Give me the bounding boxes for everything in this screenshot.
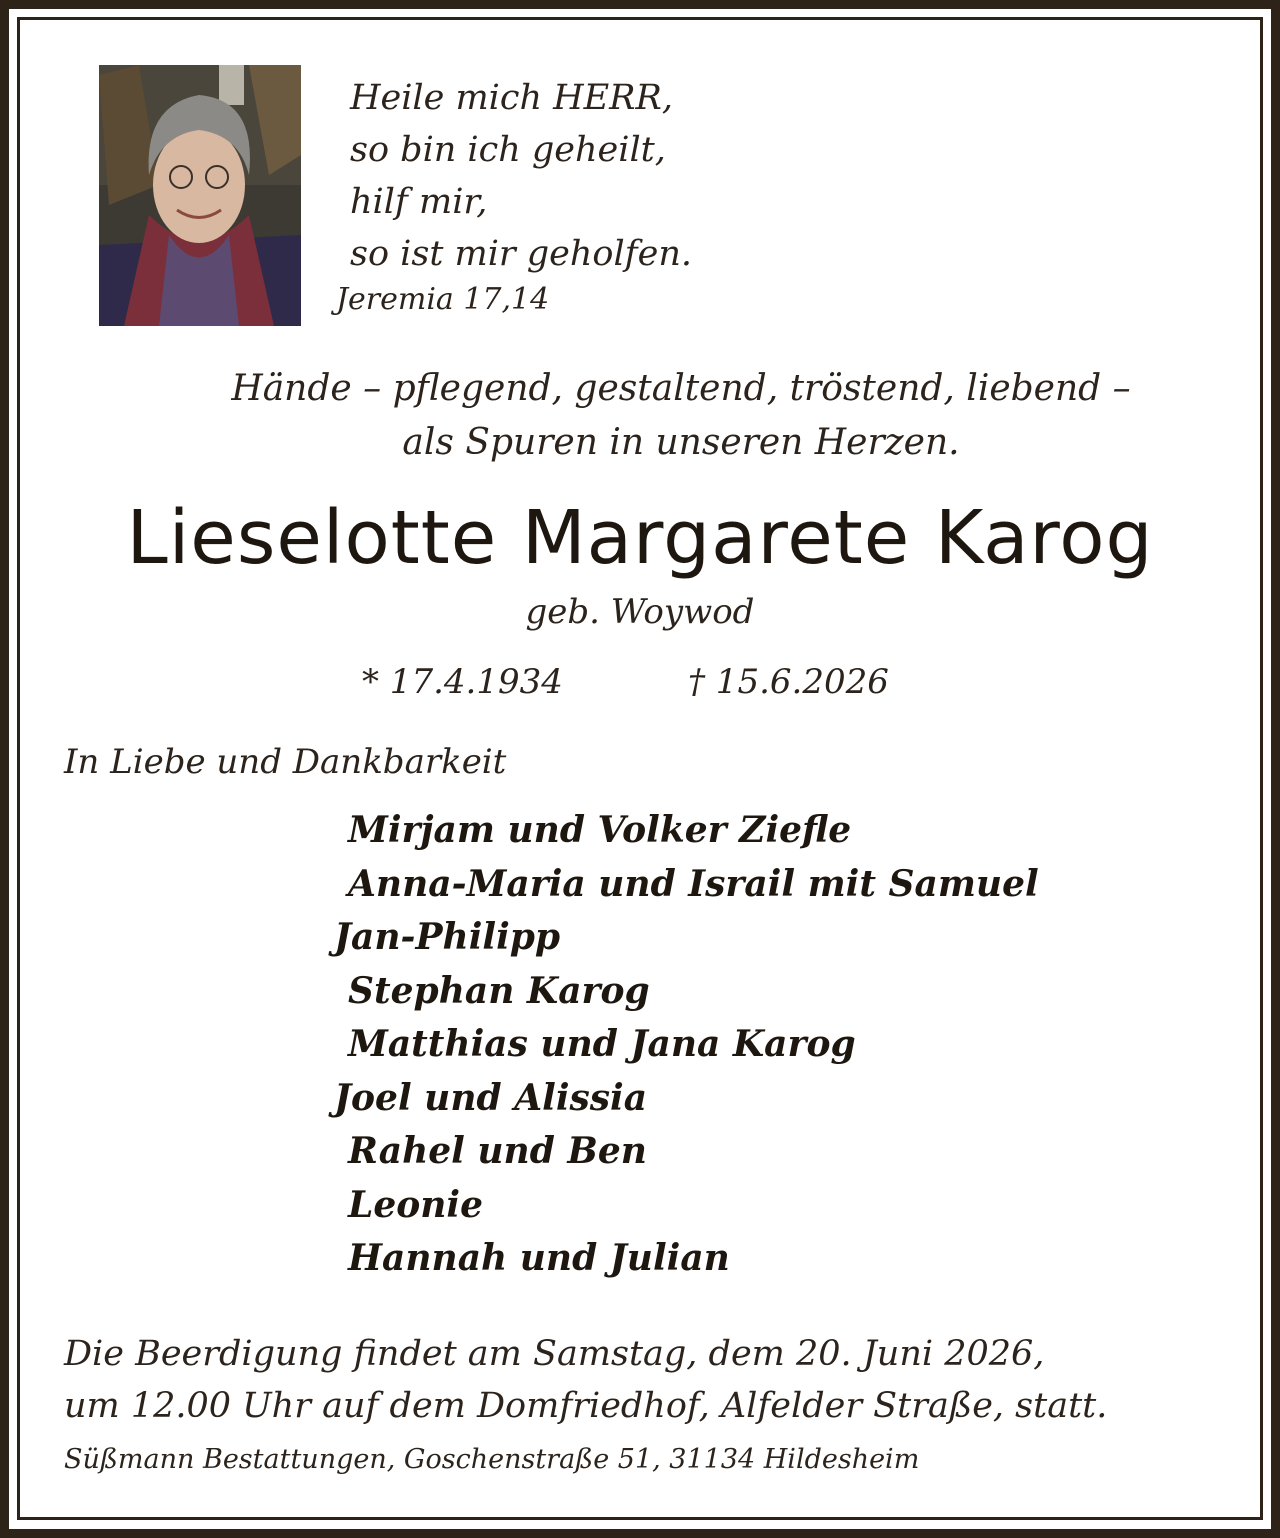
mourner-name: Rahel und Ben: [348, 1130, 647, 1172]
maiden-name: geb. Woywod: [525, 592, 755, 632]
funeral-line: um 12.00 Uhr auf dem Domfriedhof, Alfelder Straße, statt.: [64, 1386, 1108, 1426]
mourner-name: Leonie: [348, 1183, 483, 1226]
motto-line: Hände – pflegend, gestaltend, tröstend, liebend –: [231, 368, 1131, 409]
birth-date: * 17.4.1934: [362, 662, 563, 702]
bible-verse: [350, 72, 692, 280]
motto: [0, 362, 1280, 470]
motto-line: als Spuren in unseren Herzen.: [402, 422, 960, 463]
funeral-notice: [64, 1328, 1107, 1432]
mourner-name: Mirjam und Volker Ziefle: [348, 809, 852, 851]
mourner-name: Stephan Karog: [348, 969, 650, 1012]
verse-line: so bin ich geheilt,: [350, 130, 666, 170]
verse-line: hilf mir,: [350, 182, 488, 222]
verse-line: Heile mich HERR,: [350, 78, 674, 118]
deceased-name: Lieselotte Margarete Karog: [126, 495, 1154, 581]
mourner-name: Joel und Alissia: [334, 1076, 648, 1119]
mourner-name: Jan-Philipp: [334, 916, 561, 958]
verse-line: so ist mir geholfen.: [350, 234, 693, 274]
mourner-name: Hannah und Julian: [348, 1237, 730, 1279]
funeral-line: Die Beerdigung findet am Samstag, dem 20. Juni 2026,: [64, 1334, 1045, 1374]
mourners-list: [334, 804, 1039, 1286]
verse-source: Jeremia 17,14: [336, 282, 550, 317]
mourner-name: Anna-Maria und Israil mit Samuel: [348, 862, 1039, 905]
closing-phrase: In Liebe und Dankbarkeit: [64, 742, 507, 782]
mourner-name: Matthias und Jana Karog: [348, 1023, 856, 1065]
undertaker-info: Süßmann Bestattungen, Goschenstraße 51, 31134 Hildesheim: [64, 1444, 920, 1475]
portrait-photo: [99, 65, 301, 326]
death-date: † 15.6.2026: [688, 662, 889, 702]
